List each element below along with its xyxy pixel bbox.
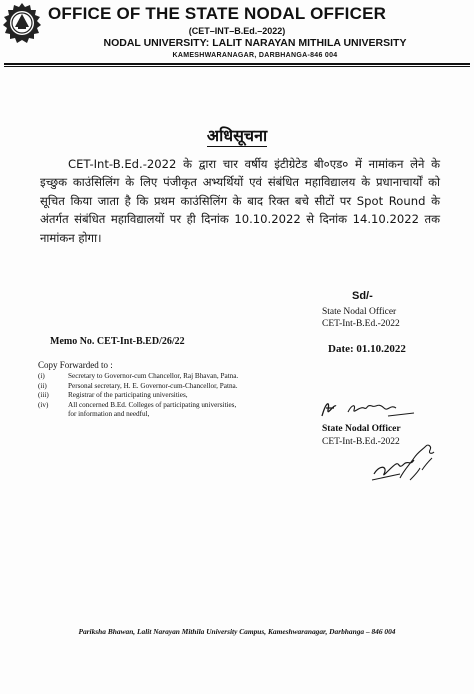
university-seal-logo [2, 2, 42, 46]
notice-heading [0, 124, 474, 146]
signatory-office: CET-Int-B.Ed.-2022 [322, 319, 400, 329]
sd-mark: Sd/- [352, 290, 373, 302]
exam-code-subtitle: (CET–INT–B.Ed.–2022) [188, 26, 286, 36]
nodal-university-name: NODAL UNIVERSITY: LALIT NARAYAN MITHILA UNIVERSITY [103, 37, 407, 49]
handwritten-signature [318, 396, 438, 422]
handwritten-signature [370, 440, 440, 484]
memo-date: Date: 01.10.2022 [328, 343, 406, 355]
list-item-number: (iii) [38, 391, 49, 399]
footer-address: Pariksha Bhawan, Lalit Narayan Mithila University Campus, Kameshwaranagar, Darbhanga – 846 004 [78, 627, 396, 636]
signatory-designation: State Nodal Officer [322, 424, 401, 434]
memo-number: Memo No. CET-Int-B.ED/26/22 [50, 336, 185, 347]
list-item-text: Registrar of the participating universities, [68, 391, 188, 399]
list-item-number: (iv) [38, 400, 49, 409]
office-title: OFFICE OF THE STATE NODAL OFFICER [48, 4, 387, 23]
notice-heading-text: अधिसूचना [206, 126, 268, 145]
list-item-text: Secretary to Governor-cum Chancellor, Raj Bhavan, Patna. [68, 372, 239, 380]
notice-body: CET-Int-B.Ed.-2022 के द्वारा चार वर्षीय इंटीग्रेटेड बी०एड० में नामांकन लेने के इच्छुक काउंसिलिंग के लिए पंजीकृत अभ्यर्थियों एवं संबंधित महाविद्यालय के प्रधानाचार्यों को सूचित किया जाता है कि प्रथम काउंसिलिंग के बाद रिक्त बचे सीटों पर Spot Round के अंतर्गत संबंधित महाविद्यालयों पर ही दिनांक 10.10.2022 से दिनांक 14.10.2022 तक नामांकन होगा। [40, 157, 440, 245]
header-divider [4, 63, 470, 65]
list-item-number: (ii) [38, 381, 47, 390]
list-item-text: All concerned B.Ed. Colleges of participating universities, [68, 400, 237, 409]
list-item-text: Personal secretary, H. E. Governor-cum-Chancellor, Patna. [68, 381, 238, 390]
header-divider-thin [4, 66, 470, 67]
closing-text: for information and needful, [68, 410, 150, 418]
copy-forwarded-title: Copy Forwarded to : [38, 360, 113, 370]
office-address: KAMESHWARANAGAR, DARBHANGA-846 004 [172, 52, 338, 59]
signatory-office: CET-Int-B.Ed.-2022 [322, 437, 400, 447]
list-item-number: (i) [38, 372, 45, 380]
signatory-designation: State Nodal Officer [322, 307, 397, 317]
